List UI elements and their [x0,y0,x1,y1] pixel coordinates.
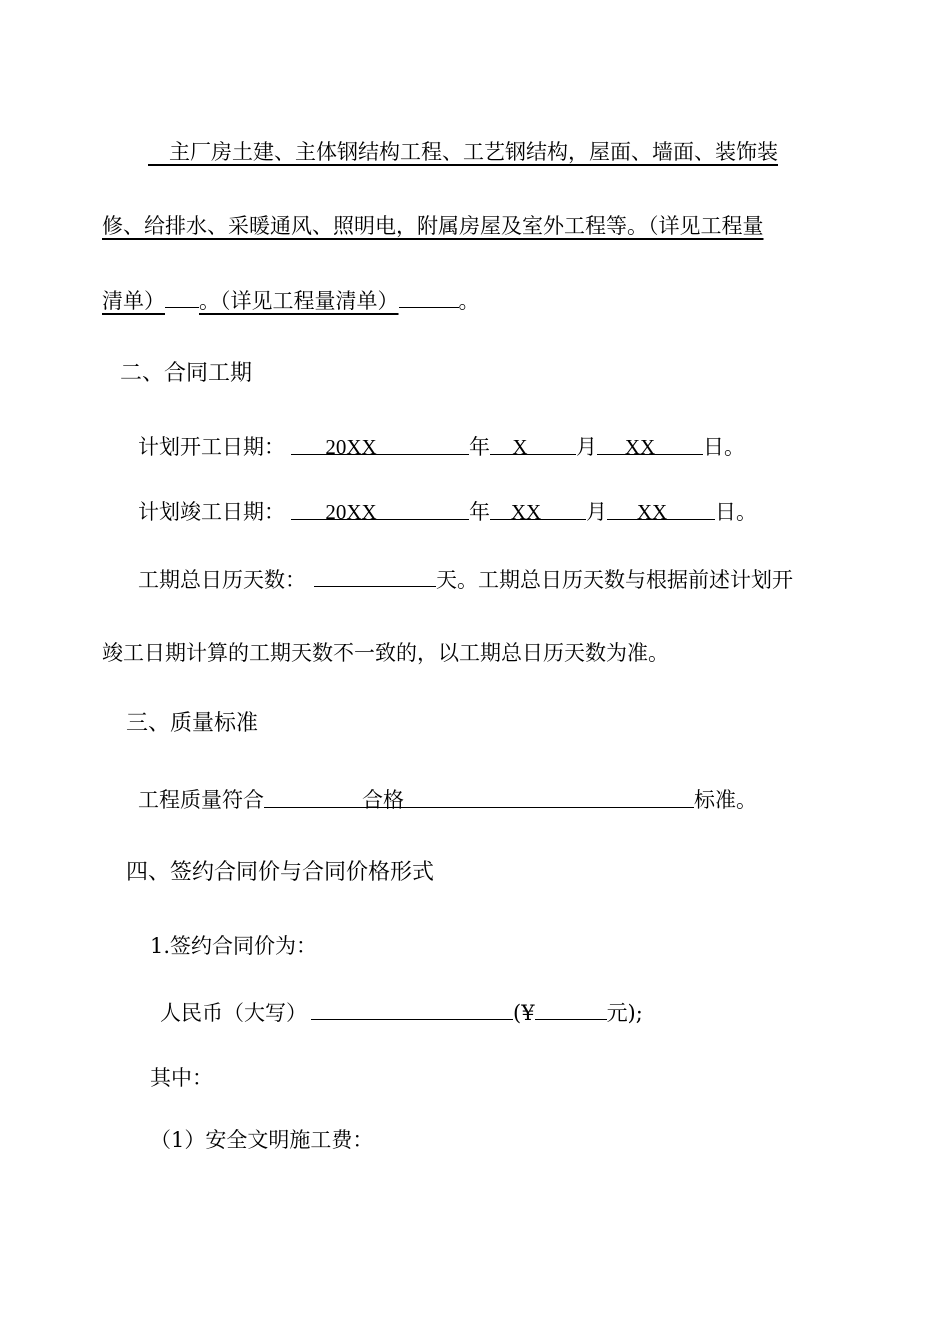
start-month-unit: 月 [576,435,597,459]
end-date-label: 计划竣工日期： [138,500,285,524]
among-label: 其中： [150,1066,213,1090]
quality-line [138,785,757,815]
total-days-line [138,564,793,595]
quality-label: 工程质量符合 [138,788,264,812]
total-days-field [314,564,436,587]
rmb-label: 人民币（大写） [160,1001,307,1025]
scope-line-3-a: 清单） [102,289,165,313]
start-year-value: 20XX [325,435,377,459]
start-day-value: XX [624,435,656,459]
start-month-value: X [512,435,528,459]
contract-price-item: 1.签约合同价为： [150,934,318,958]
section-3-heading: 三、质量标准 [126,711,259,736]
safety-fee-item: （1）安全文明施工费： [150,1128,374,1152]
yen-open: (¥ [513,1001,535,1025]
end-year-unit: 年 [469,500,490,524]
end-date-line [138,497,757,527]
end-day-value: XX [636,500,668,524]
quality-suffix: 标准。 [694,788,757,812]
start-year-field [291,432,469,459]
start-month-field [490,432,576,459]
start-date-line [138,432,745,462]
start-day-unit: 日。 [703,435,745,459]
start-date-label: 计划开工日期： [138,435,285,459]
scope-line-1: 主厂房土建、主体钢结构工程、工艺钢结构，屋面、墙面、装饰装 [148,140,778,164]
scope-line-3 [102,285,480,316]
end-day-field [607,497,715,524]
start-year-unit: 年 [469,435,490,459]
end-month-unit: 月 [586,500,607,524]
section-4-heading: 四、签约合同价与合同价格形式 [126,860,435,885]
yen-close: 元); [606,1001,643,1025]
quality-field [264,785,694,812]
scope-blank-end [399,285,459,308]
start-day-field [597,432,703,459]
total-days-label: 工期总日历天数： [138,568,306,592]
yen-field [535,997,607,1020]
scope-blank [165,285,199,308]
end-month-value: XX [510,500,542,524]
total-days-line-2: 竣工日期计算的工期天数不一致的，以工期总日历天数为准。 [102,641,669,665]
end-day-unit: 日。 [715,500,757,524]
scope-line-3-end: 。 [458,289,480,313]
end-month-field [490,497,586,524]
scope-line-3-b: 。（详见工程量清单） [199,289,399,313]
rmb-line [160,997,643,1028]
total-days-unit-text: 天。工期总日历天数与根据前述计划开 [436,568,793,592]
end-year-field [291,497,469,524]
rmb-field [311,997,513,1020]
section-2-heading: 二、合同工期 [120,361,253,386]
end-year-value: 20XX [325,500,377,524]
scope-line-2: 修、给排水、采暖通风、照明电，附属房屋及室外工程等。（详见工程量 [102,214,764,238]
quality-value: 合格 [362,788,404,812]
